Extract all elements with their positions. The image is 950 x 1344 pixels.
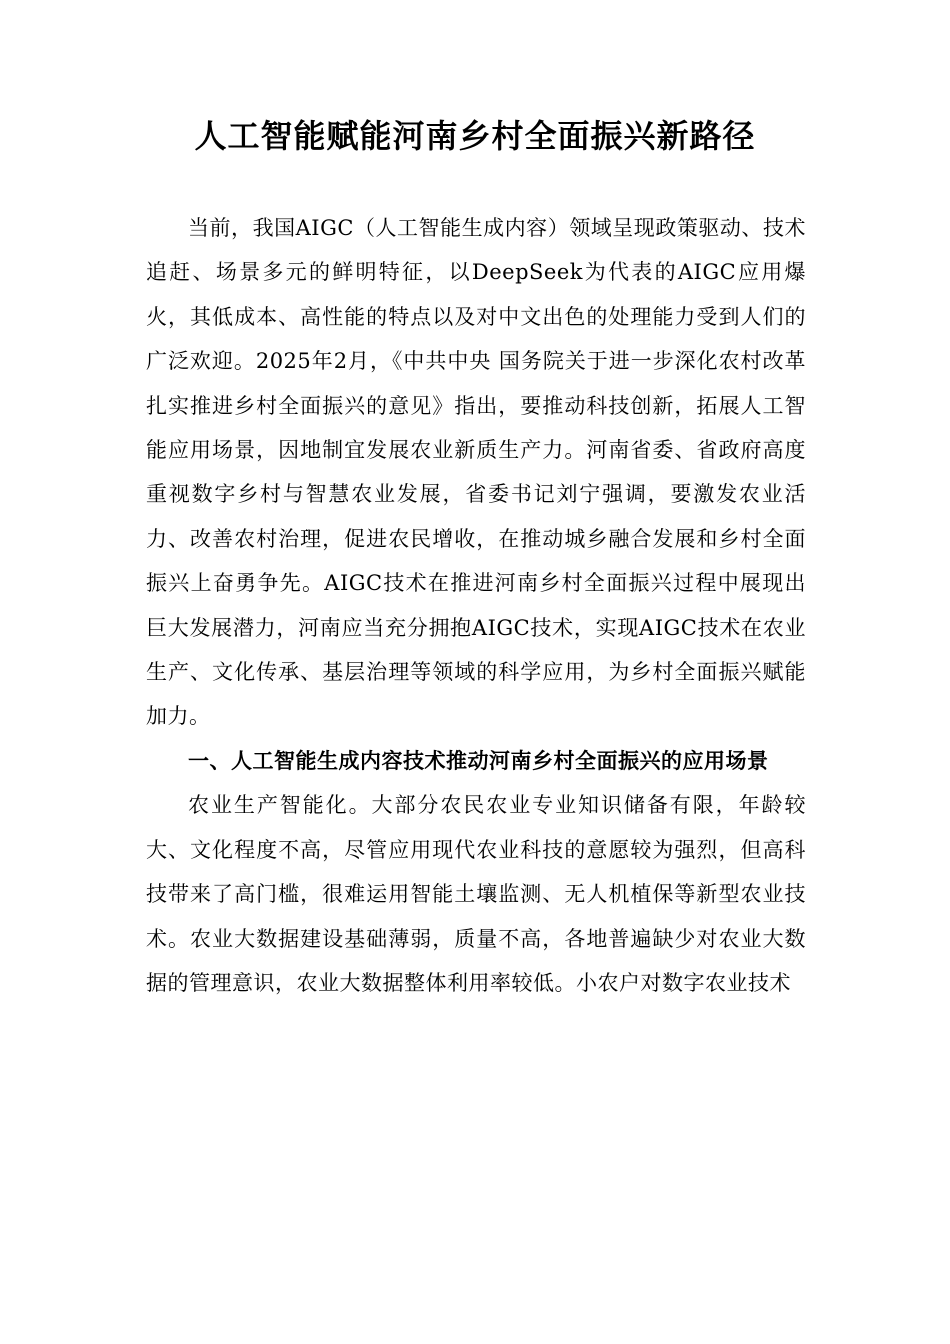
- section-paragraph: 农业生产智能化。大部分农民农业专业知识储备有限，年龄较大、文化程度不高，尽管应用现代农业科技的意愿较为强烈，但高科技带来了高门槛，很难运用智能土壤监测、无人机植保等新型农业技术。农业大数据建设基础薄弱，质量不高，各地普遍缺少对农业大数据的管理意识，农业大数据整体利用率较低。小农户对数字农业技术: [146, 793, 806, 995]
- document-body: [146, 206, 806, 1005]
- section-heading: 一、人工智能生成内容技术推动河南乡村全面振兴的应用场景: [188, 748, 769, 773]
- intro-paragraph: 当前，我国AIGC（人工智能生成内容）领域呈现政策驱动、技术追赶、场景多元的鲜明特征，以DeepSeek为代表的AIGC应用爆火，其低成本、高性能的特点以及对中文出色的处理能力受到人们的广泛欢迎。2025年2月，《中共中央 国务院关于进一步深化农村改革扎实推进乡村全面振兴的意见》指出，要推动科技创新，拓展人工智能应用场景，因地制宜发展农业新质生产力。河南省委、省政府高度重视数字乡村与智慧农业发展，省委书记刘宁强调，要激发农业活力、改善农村治理，促进农民增收，在推动城乡融合发展和乡村全面振兴上奋勇争先。AIGC技术在推进河南乡村全面振兴过程中展现出巨大发展潜力，河南应当充分拥抱AIGC技术，实现AIGC技术在农业生产、文化传承、基层治理等领域的科学应用，为乡村全面振兴赋能加力。: [146, 216, 806, 729]
- document-title: 人工智能赋能河南乡村全面振兴新路径: [194, 117, 756, 155]
